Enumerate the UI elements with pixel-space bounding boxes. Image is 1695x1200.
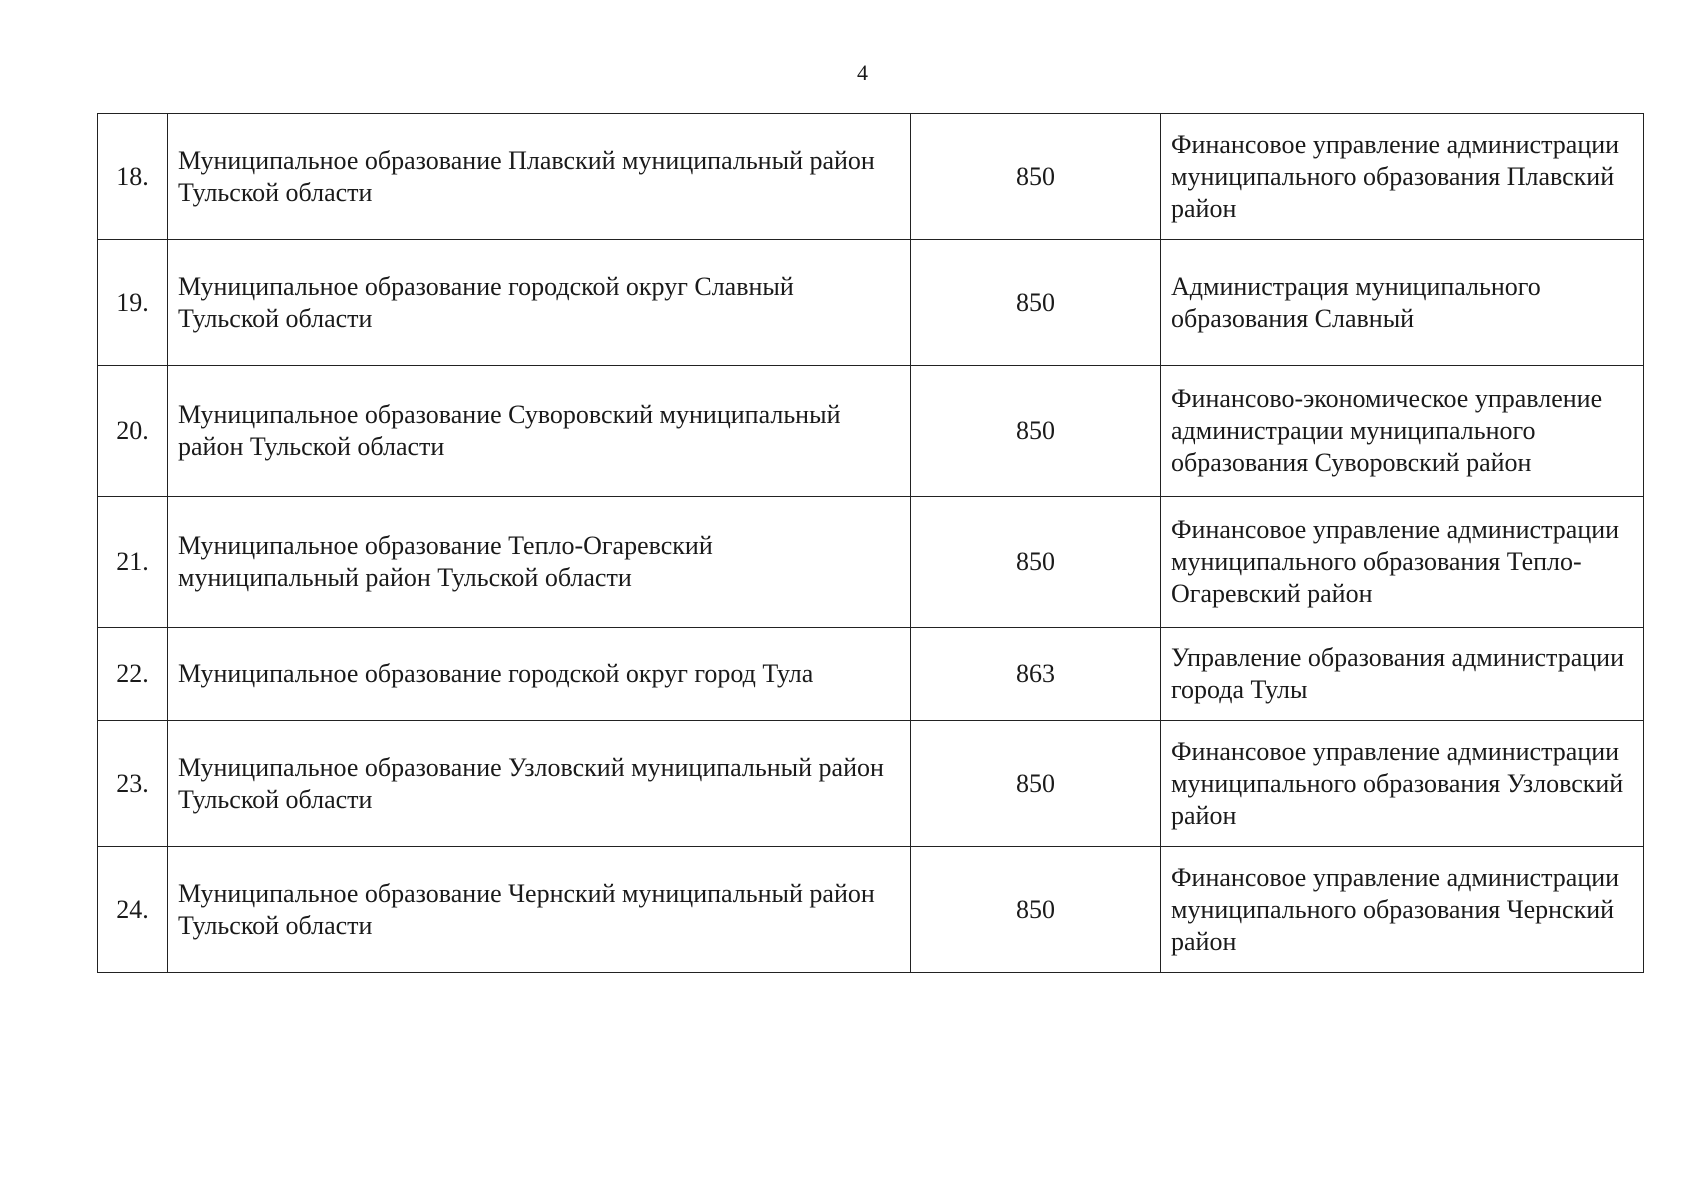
municipality-name: Муниципальное образование Плавский муниципальный район Тульской области bbox=[168, 114, 911, 240]
administrator-name: Финансовое управление администрации муниципального образования Плавский район bbox=[1161, 114, 1644, 240]
table-row bbox=[98, 721, 1644, 847]
municipality-name: Муниципальное образование Узловский муниципальный район Тульской области bbox=[168, 721, 911, 847]
budget-code: 850 bbox=[911, 114, 1161, 240]
administrator-name: Финансово-экономическое управление администрации муниципального образования Суворовский район bbox=[1161, 366, 1644, 497]
row-number: 20. bbox=[98, 366, 168, 497]
row-number: 24. bbox=[98, 847, 168, 973]
budget-code: 850 bbox=[911, 240, 1161, 366]
administrator-name: Администрация муниципального образования Славный bbox=[1161, 240, 1644, 366]
budget-code: 850 bbox=[911, 497, 1161, 628]
row-number: 23. bbox=[98, 721, 168, 847]
row-number: 19. bbox=[98, 240, 168, 366]
budget-code: 850 bbox=[911, 366, 1161, 497]
budget-code: 863 bbox=[911, 628, 1161, 721]
municipal-table bbox=[97, 113, 1644, 973]
municipality-name: Муниципальное образование Чернский муниципальный район Тульской области bbox=[168, 847, 911, 973]
row-number: 21. bbox=[98, 497, 168, 628]
table-row bbox=[98, 497, 1644, 628]
municipality-name: Муниципальное образование Суворовский муниципальный район Тульской области bbox=[168, 366, 911, 497]
administrator-name: Финансовое управление администрации муниципального образования Тепло-Огаревский район bbox=[1161, 497, 1644, 628]
administrator-name: Управление образования администрации города Тулы bbox=[1161, 628, 1644, 721]
table-row bbox=[98, 847, 1644, 973]
municipality-name: Муниципальное образование городской округ Славный Тульской области bbox=[168, 240, 911, 366]
municipality-name: Муниципальное образование городской округ город Тула bbox=[168, 628, 911, 721]
administrator-name: Финансовое управление администрации муниципального образования Узловский район bbox=[1161, 721, 1644, 847]
table-row bbox=[98, 366, 1644, 497]
budget-code: 850 bbox=[911, 847, 1161, 973]
municipality-name: Муниципальное образование Тепло-Огаревский муниципальный район Тульской области bbox=[168, 497, 911, 628]
row-number: 22. bbox=[98, 628, 168, 721]
administrator-name: Финансовое управление администрации муниципального образования Чернский район bbox=[1161, 847, 1644, 973]
page-number: 4 bbox=[857, 60, 868, 85]
table-row bbox=[98, 628, 1644, 721]
table-row bbox=[98, 114, 1644, 240]
row-number: 18. bbox=[98, 114, 168, 240]
table-row bbox=[98, 240, 1644, 366]
budget-code: 850 bbox=[911, 721, 1161, 847]
